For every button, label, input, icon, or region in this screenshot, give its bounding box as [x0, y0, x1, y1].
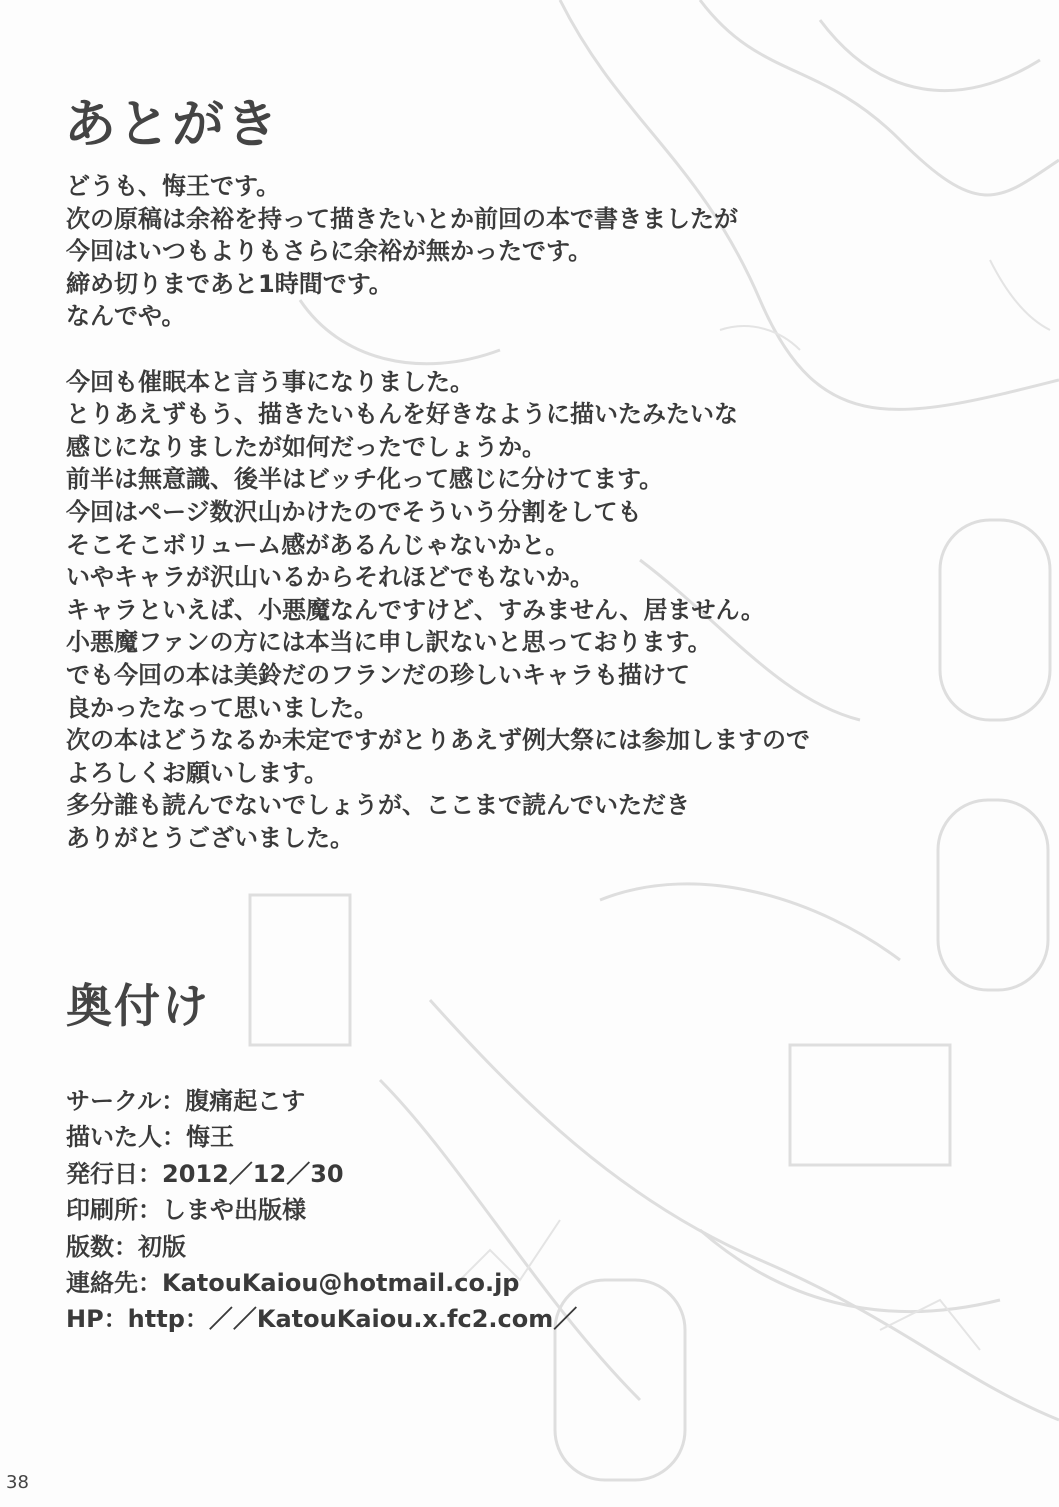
- afterword-line: とりあえずもう、描きたいもんを好きなように描いたみたいな: [66, 400, 738, 429]
- afterword-line: 今回はいつもよりもさらに余裕が無かったです。: [66, 237, 593, 266]
- afterword-line: どうも、悔王です。: [66, 172, 281, 200]
- afterword-line: なんでや。: [66, 302, 186, 331]
- afterword-line: 小悪魔ファンの方には本当に申し訳ないと思っております。: [66, 628, 712, 657]
- afterword-heading: あとがき: [64, 95, 281, 155]
- afterword-line: 前半は無意識、後半はビッチ化って感じに分けてます。: [66, 465, 664, 494]
- afterword-line: ありがとうございました。: [66, 823, 354, 852]
- afterword-line: よろしくお願いします。: [66, 758, 329, 787]
- colophon-printer: 印刷所：しまや出版様: [66, 1196, 306, 1225]
- page-number: 38: [6, 1472, 29, 1493]
- colophon-heading: 奥付け: [66, 979, 210, 1033]
- afterword-line: 多分誰も読んでないでしょうが、ここまで読んでいただき: [66, 791, 690, 820]
- afterword-line: 今回はページ数沢山かけたのでそういう分割をしても: [66, 497, 642, 526]
- afterword-line: 次の原稿は余裕を持って描きたいとか前回の本で書きましたが: [66, 204, 738, 233]
- colophon-author: 描いた人：悔王: [66, 1123, 234, 1152]
- colophon-homepage: HP：http：／／KatouKaiou.x.fc2.com／: [66, 1305, 578, 1334]
- afterword-line: 感じになりましたが如何だったでしょうか。: [66, 432, 546, 461]
- afterword-line: いやキャラが沢山いるからそれほどでもないか。: [66, 563, 594, 592]
- afterword-line: 次の本はどうなるか未定ですがとりあえず例大祭には参加しますので: [66, 726, 810, 755]
- afterword-line: 今回も催眠本と言う事になりました。: [66, 367, 474, 396]
- colophon-circle: サークル：腹痛起こす: [66, 1087, 306, 1115]
- afterword-line: 締め切りまであと1時間です。: [66, 269, 393, 298]
- colophon-contact: 連絡先：KatouKaiou@hotmail.co.jp: [66, 1268, 520, 1297]
- afterword-line: そこそこボリューム感があるんじゃないかと。: [66, 530, 570, 559]
- afterword-blank-line: [66, 333, 996, 366]
- colophon-edition: 版数：初版: [66, 1232, 186, 1261]
- afterword-line: でも今回の本は美鈴だのフランだの珍しいキャラも描けて: [66, 660, 690, 689]
- afterword-body: [66, 170, 996, 854]
- colophon-publish-date: 発行日：2012／12／30: [66, 1159, 344, 1188]
- afterword-line: キャラといえば、小悪魔なんですけど、すみません、居ません。: [66, 595, 765, 624]
- colophon-details: [66, 1083, 577, 1338]
- afterword-line: 良かったなって思いました。: [66, 693, 378, 722]
